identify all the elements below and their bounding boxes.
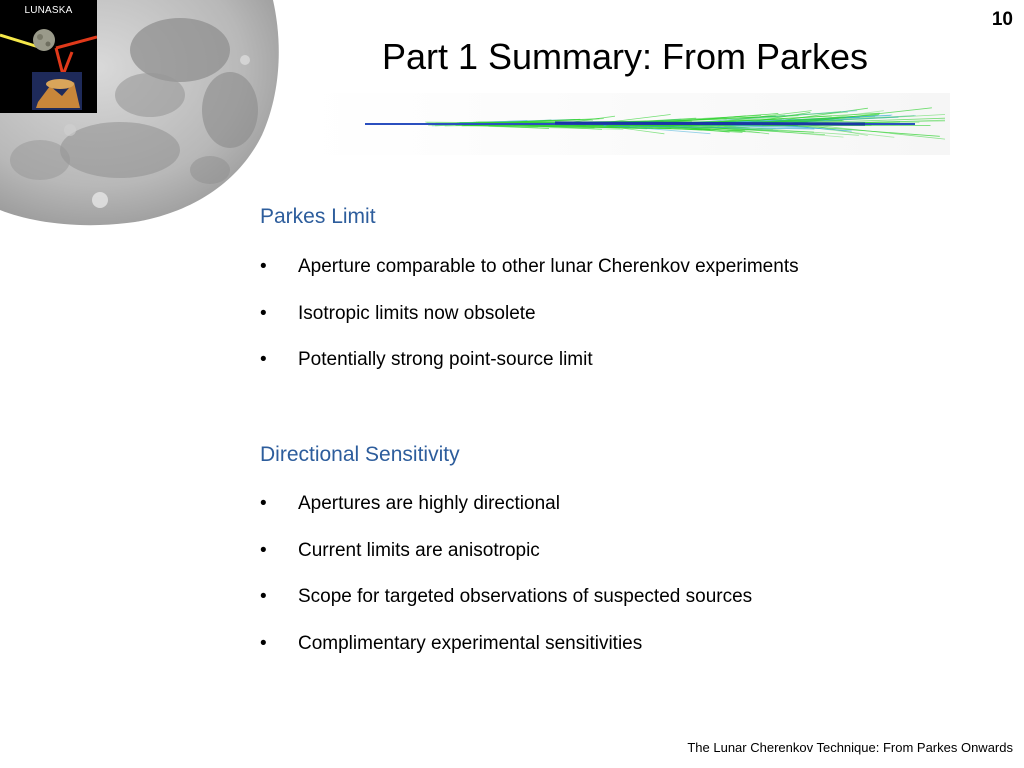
section-heading-parkes-limit: Parkes Limit (260, 205, 376, 228)
slide-number: 10 (991, 9, 1013, 30)
particle-shower-image (305, 93, 950, 155)
list-item (260, 632, 980, 679)
bullet-text: Apertures are highly directional (298, 493, 560, 514)
lunaska-logo (0, 0, 97, 113)
bullet-text: Potentially strong point-source limit (298, 349, 593, 370)
bullet-marker: • (260, 586, 267, 607)
slide-footer: The Lunar Cherenkov Technique: From Parkes Onwards (687, 740, 1013, 755)
list-item (260, 492, 980, 539)
bullet-text: Current limits are anisotropic (298, 539, 540, 561)
list-item (260, 539, 980, 586)
slide-title: Part 1 Summary: From Parkes (381, 36, 869, 77)
list-item (260, 585, 980, 632)
bullet-marker: • (260, 302, 267, 324)
parkes-limit-bullet-list (260, 255, 980, 395)
bullet-text: Complimentary experimental sensitivities (298, 632, 643, 654)
bullet-marker: • (260, 349, 267, 370)
bullet-text: Isotropic limits now obsolete (298, 302, 536, 324)
list-item (260, 302, 980, 349)
bullet-text: Aperture comparable to other lunar Cherenkov experiments (298, 256, 799, 277)
bullet-marker: • (260, 539, 267, 561)
logo-text: LUNASKA (24, 5, 73, 16)
list-item (260, 255, 980, 302)
bullet-marker: • (260, 493, 267, 514)
logo-graphic (0, 0, 97, 113)
list-item (260, 348, 980, 395)
section-heading-directional-sensitivity: Directional Sensitivity (260, 443, 460, 466)
bullet-text: Scope for targeted observations of suspected sources (298, 586, 753, 607)
bullet-marker: • (260, 632, 267, 654)
bullet-marker: • (260, 256, 267, 277)
directional-sensitivity-bullet-list (260, 492, 980, 678)
